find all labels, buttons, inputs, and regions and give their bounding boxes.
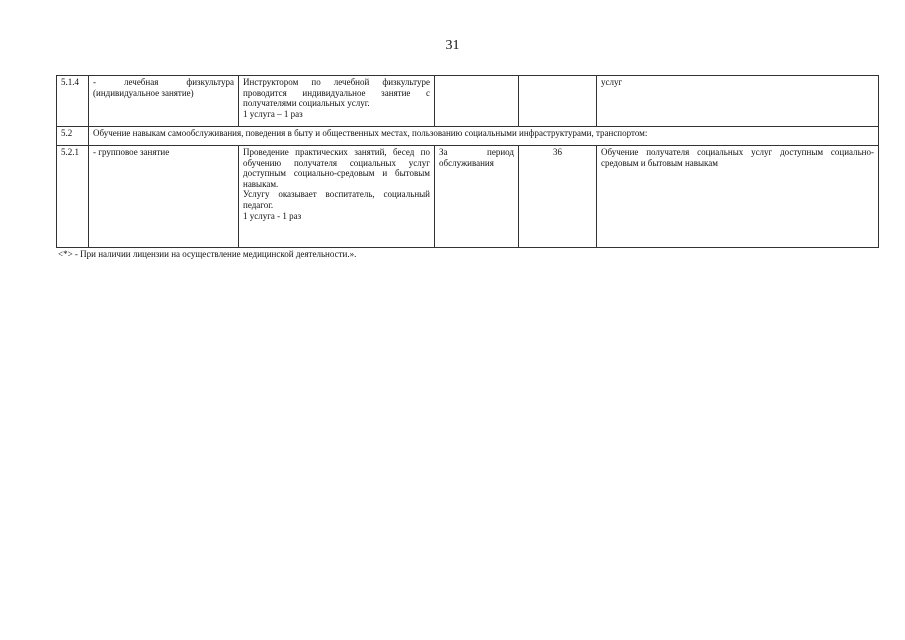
service-result: услуг xyxy=(597,76,879,127)
service-volume xyxy=(519,76,597,127)
page-number: 31 xyxy=(445,38,460,53)
row-code: 5.2 xyxy=(57,127,89,146)
row-code: 5.1.4 xyxy=(57,76,89,127)
service-volume: 36 xyxy=(519,146,597,248)
service-description xyxy=(239,76,435,127)
services-table xyxy=(56,75,879,248)
table-row xyxy=(57,146,879,248)
table-row xyxy=(57,76,879,127)
service-name: - лечебная физкультура (индивидуальное занятие) xyxy=(89,76,239,127)
service-norm: 1 услуга – 1 раз xyxy=(243,108,303,119)
description-text: Инструктором по лечебной физкультуре проводится индивидуальное занятие с получателями социальных услуг. xyxy=(243,77,430,109)
description-text: Проведение практических занятий, бесед по обучению получателя социальных услуг доступным социально-средовым и бытовым навыкам. xyxy=(243,147,430,189)
section-title: Обучение навыкам самообслуживания, поведения в быту и общественных местах, пользованию социальными инфраструктурами, транспортом: xyxy=(89,127,879,146)
service-provider: Услугу оказывает воспитатель, социальный педагог. xyxy=(243,189,430,211)
footnote: <*> - При наличии лицензии на осуществление медицинской деятельности.». xyxy=(58,249,357,259)
table-row xyxy=(57,127,879,146)
service-norm: 1 услуга - 1 раз xyxy=(243,210,302,221)
service-period xyxy=(435,76,519,127)
service-result: Обучение получателя социальных услуг доступным социально-средовым и бытовым навыкам xyxy=(597,146,879,248)
service-description xyxy=(239,146,435,248)
service-period: За период обслуживания xyxy=(435,146,519,248)
service-name: - групповое занятие xyxy=(89,146,239,248)
row-code: 5.2.1 xyxy=(57,146,89,248)
